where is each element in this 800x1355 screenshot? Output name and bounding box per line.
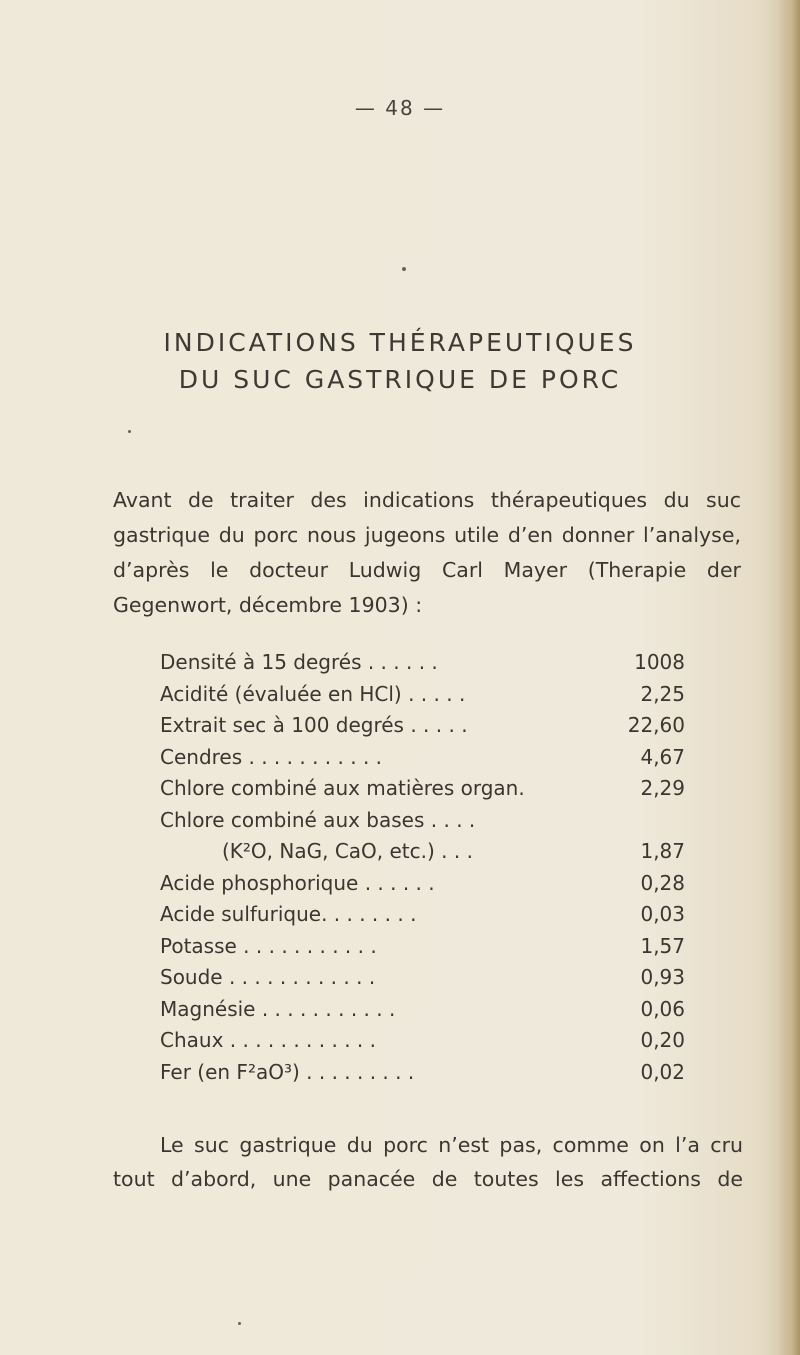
- row-label: (K²O, NaG, CaO, etc.) . . .: [222, 839, 473, 863]
- closing-line: Le suc gastrique du porc n’est pas, comme on l’a cru: [160, 1133, 743, 1157]
- row-label: Chlore combiné aux bases . . . .: [160, 807, 476, 832]
- table-row: [160, 1057, 685, 1089]
- table-row: [160, 994, 685, 1026]
- intro-line: Avant de traiter des indications thérapeutiques du suc: [113, 488, 741, 512]
- table-row: [160, 931, 685, 963]
- row-label: Potasse . . . . . . . . . . .: [160, 933, 377, 958]
- row-label: Acide phosphorique . . . . . .: [160, 870, 435, 895]
- row-value: 0,93: [640, 965, 685, 989]
- table-row: [160, 805, 685, 837]
- row-value: 22,60: [627, 713, 685, 737]
- row-label: Cendres . . . . . . . . . . .: [160, 744, 383, 769]
- row-value: 1,57: [640, 933, 685, 958]
- closing-line: tout d’abord, une panacée de toutes les affections de: [113, 1167, 743, 1191]
- table-row: [160, 773, 685, 805]
- row-value: 1008: [634, 650, 685, 674]
- row-value: 0,03: [640, 902, 685, 926]
- section-title-line-1: INDICATIONS THÉRAPEUTIQUES: [163, 328, 637, 357]
- row-label: Magnésie . . . . . . . . . . .: [160, 996, 396, 1021]
- table-row: [160, 1025, 685, 1057]
- row-value: 4,67: [640, 744, 685, 769]
- table-row: [160, 647, 685, 679]
- ink-speck: [402, 267, 406, 271]
- table-row: [160, 742, 685, 774]
- ink-speck: [238, 1322, 241, 1325]
- table-row: [160, 962, 685, 994]
- closing-paragraph: [113, 1128, 743, 1196]
- row-value: 0,06: [640, 996, 685, 1021]
- intro-paragraph: [113, 483, 741, 623]
- table-row: [160, 868, 685, 900]
- row-label: Acidité (évaluée en HCl) . . . . .: [160, 681, 466, 706]
- row-label: Extrait sec à 100 degrés . . . . .: [160, 713, 468, 737]
- row-value: 0,20: [640, 1028, 685, 1052]
- row-label: Soude . . . . . . . . . . . .: [160, 965, 376, 989]
- section-title-line-2: DU SUC GASTRIQUE DE PORC: [178, 365, 622, 394]
- ink-speck: [128, 430, 131, 433]
- intro-line: Gegenwort, décembre 1903) :: [113, 593, 423, 617]
- intro-line: gastrique du porc nous jugeons utile d’en donner l’analyse,: [113, 523, 741, 547]
- page-edge-shadow: [778, 0, 800, 1355]
- row-value: 2,29: [640, 776, 685, 800]
- row-value: 2,25: [640, 681, 685, 706]
- row-value: 0,02: [640, 1059, 685, 1084]
- analysis-table: [160, 647, 685, 1088]
- row-value: 0,28: [640, 870, 685, 895]
- row-label: Acide sulfurique. . . . . . . .: [160, 902, 417, 926]
- row-label: Chlore combiné aux matières organ.: [160, 776, 525, 800]
- table-row: [160, 899, 685, 931]
- row-label: Chaux . . . . . . . . . . . .: [160, 1028, 376, 1052]
- table-row: [160, 836, 685, 868]
- intro-line: d’après le docteur Ludwig Carl Mayer (Therapie der: [113, 558, 741, 582]
- page-number: — 48 —: [354, 96, 446, 120]
- table-row: [160, 710, 685, 742]
- row-value: 1,87: [640, 839, 685, 863]
- table-row: [160, 679, 685, 711]
- row-label: Fer (en F²aO³) . . . . . . . . .: [160, 1059, 415, 1084]
- row-label: Densité à 15 degrés . . . . . .: [160, 650, 438, 674]
